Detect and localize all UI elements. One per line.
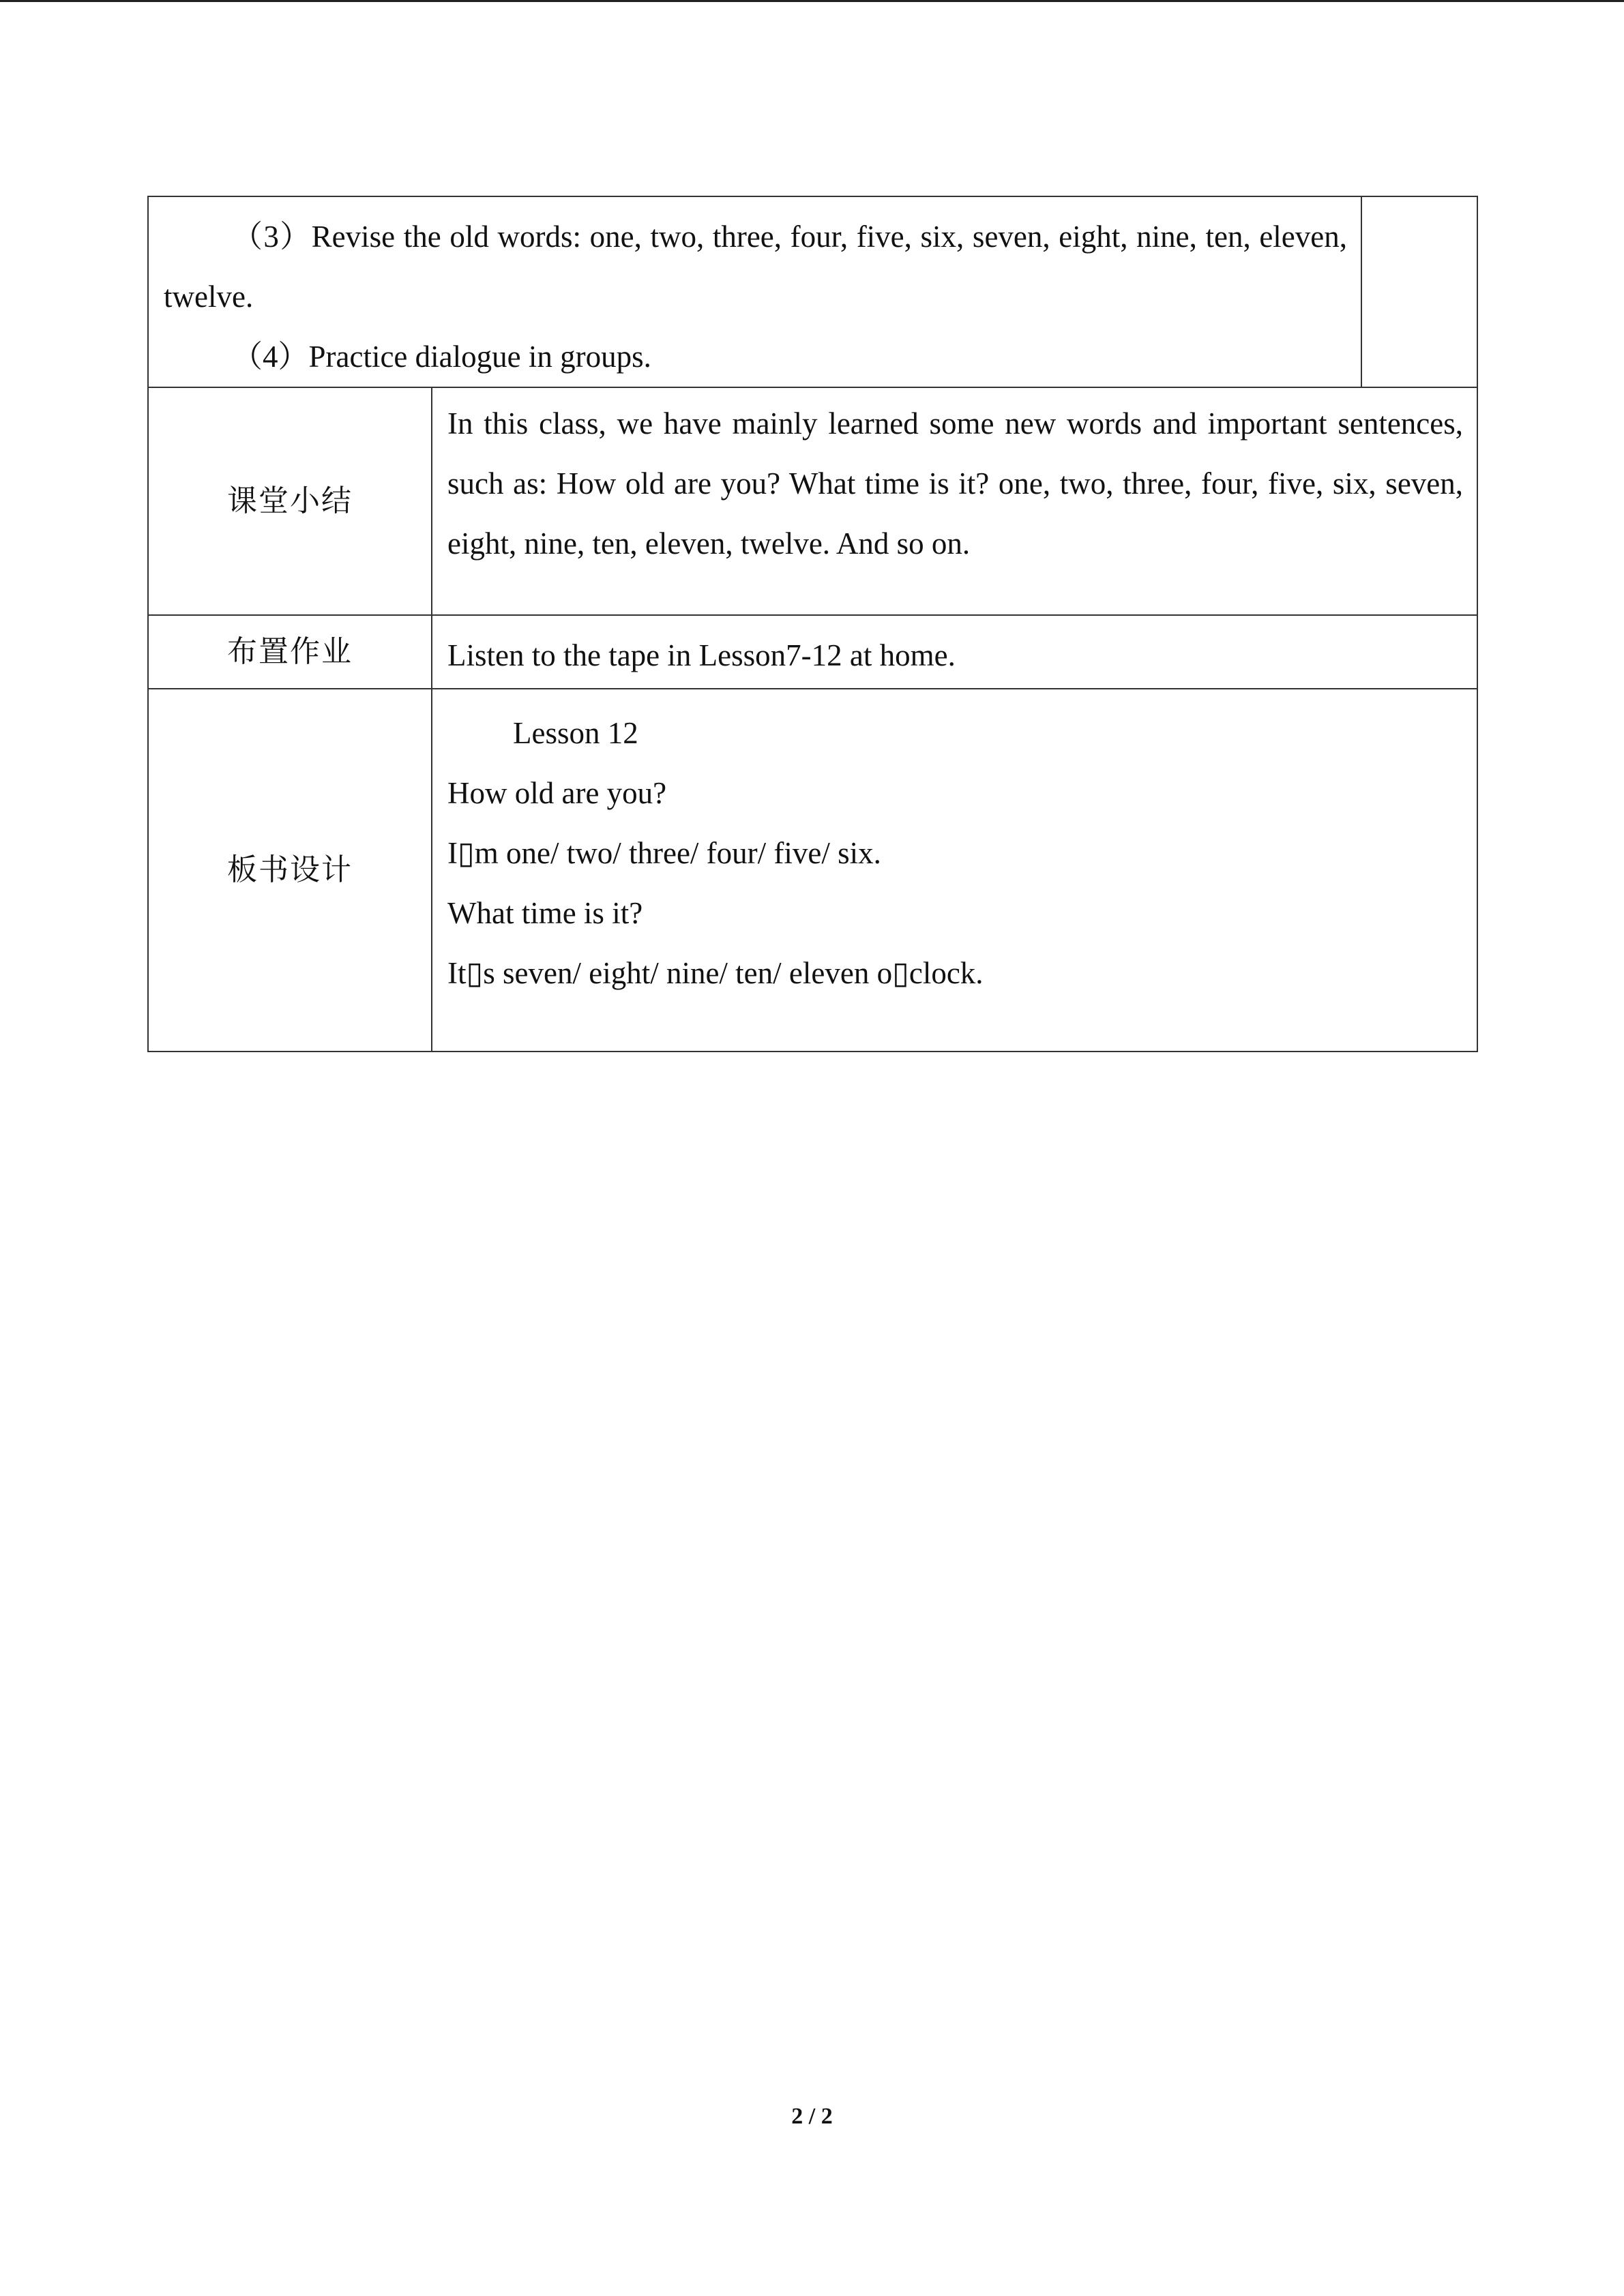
activities-row bbox=[148, 196, 1477, 387]
notes-cell bbox=[1361, 196, 1477, 387]
lesson-plan-table bbox=[147, 196, 1478, 1052]
top-border-line bbox=[0, 0, 1624, 2]
homework-row bbox=[148, 615, 1477, 689]
activity-item-3: （3）Revise the old words: one, two, three, four, five, six, seven, eight, nine, ten, eleven, twelve. bbox=[164, 220, 1348, 314]
board-design-label: 板书设计 bbox=[148, 689, 432, 1052]
board-design-row bbox=[148, 689, 1477, 1052]
board-design-content bbox=[432, 689, 1477, 1052]
summary-label: 课堂小结 bbox=[148, 387, 432, 615]
board-line-question-age: How old are you? bbox=[447, 776, 667, 810]
summary-text: In this class, we have mainly learned some new words and important sentences, such as: How old are you? What time is it? one, two, three, four, five, six, seven, eight, nine, ten, eleven, twelve. And so on. bbox=[432, 387, 1477, 615]
activity-item-4: （4）Practice dialogue in groups. bbox=[232, 340, 651, 374]
summary-row bbox=[148, 387, 1477, 615]
board-line-answer-age: I▯m one/ two/ three/ four/ five/ six. bbox=[447, 836, 881, 870]
board-line-question-time: What time is it? bbox=[447, 896, 643, 930]
board-line-answer-time: It▯s seven/ eight/ nine/ ten/ eleven o▯clock. bbox=[447, 956, 984, 990]
homework-label: 布置作业 bbox=[148, 615, 432, 689]
homework-text: Listen to the tape in Lesson7-12 at home. bbox=[432, 615, 1477, 689]
page-number: 2 / 2 bbox=[791, 2104, 833, 2129]
activities-cell bbox=[148, 196, 1361, 387]
board-line-lesson-title: Lesson 12 bbox=[513, 716, 638, 750]
